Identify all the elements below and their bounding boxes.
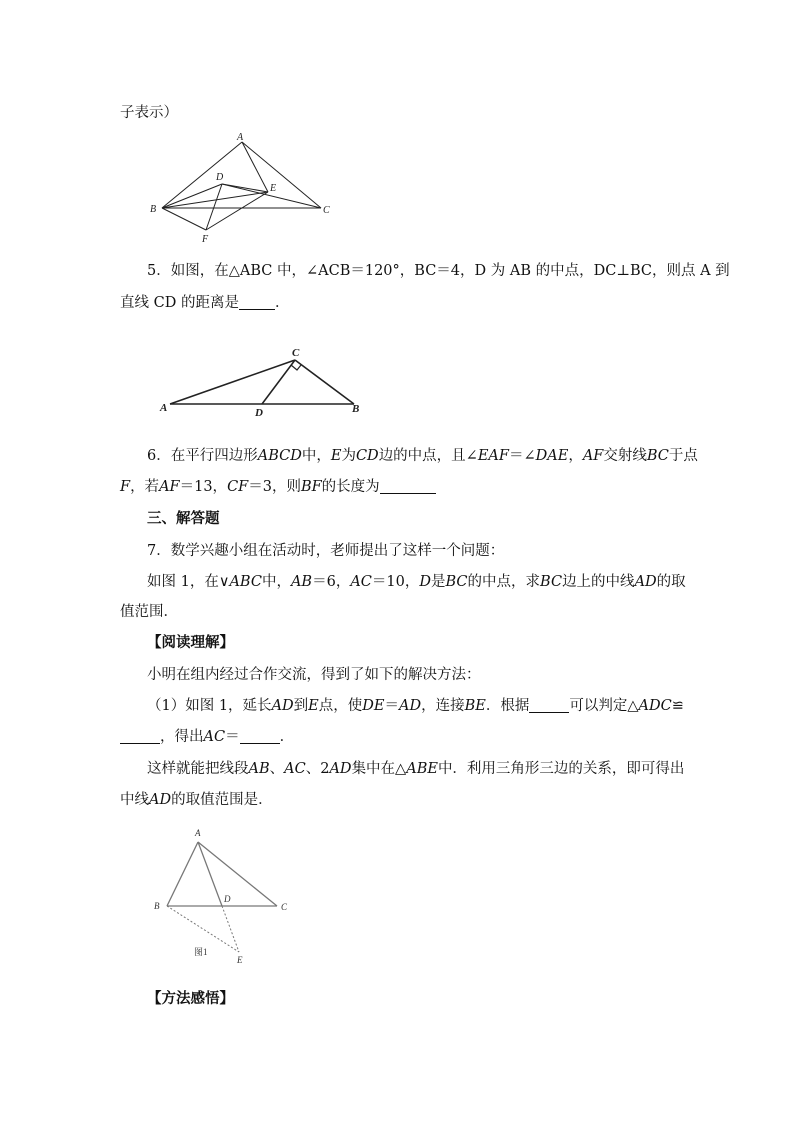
fig1-label-c: C — [323, 205, 330, 216]
fig3-label-a: A — [195, 828, 201, 838]
method-heading: 【方法感悟】 — [147, 990, 234, 1007]
fig1-segment-bf — [162, 208, 206, 230]
fig2-right-angle-mark — [291, 365, 301, 370]
q5-answer-blank[interactable] — [239, 295, 275, 310]
step-1-blank-ac[interactable] — [240, 729, 280, 744]
reading-heading: 【阅读理解】 — [147, 634, 234, 651]
fig2-segment-ac — [170, 360, 295, 404]
figure-3-diagram — [150, 826, 300, 966]
q6-line-2: F，若AF＝13，CF＝3，则BF的长度为 — [120, 478, 436, 496]
conclusion-line-2: 中线AD的取值范围是． — [120, 792, 273, 808]
q7-intro: 7．数学兴趣小组在活动时，老师提出了这样一个问题： — [147, 543, 505, 559]
fig2-label-b: B — [352, 403, 360, 415]
fig2-label-a: A — [160, 402, 168, 414]
q7-line-3: 值范围． — [120, 604, 178, 620]
fig1-label-e: E — [270, 183, 277, 194]
fig2-label-c: C — [292, 347, 300, 359]
step-1-line-1: （1）如图 1，延长AD到E点，使DE＝AD，连接BE．根据 可以判定△ADC≌ — [147, 698, 684, 714]
fig1-label-a: A — [237, 132, 244, 143]
figure-1-diagram — [148, 130, 348, 250]
fig3-caption: 图1 — [194, 947, 208, 957]
fig3-label-e: E — [237, 955, 243, 965]
fig1-label-d: D — [216, 172, 224, 183]
figure-2-diagram — [158, 344, 368, 420]
fig3-segment-de — [222, 906, 239, 952]
q6-line-1: 6．在平行四边形ABCD中，E为CD边的中点，且∠EAF＝∠DAE，AF交射线BC于点 — [147, 448, 698, 464]
fig1-segment-ae — [242, 142, 268, 192]
fig3-label-b: B — [154, 901, 160, 911]
continued-text: 子表示） — [120, 105, 178, 121]
fig3-label-d: D — [224, 894, 231, 904]
q5-line-1: 5．如图，在△ABC 中，∠ACB＝120°，BC＝4，D 为 AB 的中点，DC⊥BC，则点 A 到 — [147, 263, 730, 279]
conclusion-line-1: 这样就能把线段AB、AC、2AD集中在△ABE中．利用三角形三边的关系，即可得出 — [147, 761, 685, 777]
fig1-label-b: B — [150, 204, 157, 215]
fig3-label-c: C — [281, 902, 288, 912]
q5-line-2: 直线 CD 的距离是 ． — [120, 295, 290, 311]
fig1-segment-bd — [162, 184, 222, 208]
step-1-blank-congruent[interactable] — [120, 729, 160, 744]
step-1-blank-reason[interactable] — [529, 698, 569, 713]
fig2-label-d: D — [255, 407, 263, 419]
section-heading: 三、解答题 — [147, 510, 220, 527]
fig1-segment-fd — [206, 184, 222, 230]
q6-answer-blank[interactable] — [380, 479, 436, 494]
reading-line-1: 小明在组内经过合作交流，得到了如下的解决方法： — [147, 667, 481, 683]
q7-line-2: 如图 1，在∨ABC中，AB＝6，AC＝10，D是BC的中点，求BC边上的中线AD的取 — [147, 574, 686, 590]
fig2-segment-cb — [295, 360, 354, 404]
fig1-segment-fe — [206, 192, 268, 230]
fig3-segment-be — [167, 906, 239, 952]
fig3-segment-ab — [167, 842, 198, 906]
step-1-line-2: ，得出AC＝ ． — [120, 728, 294, 746]
fig1-label-f: F — [202, 234, 209, 245]
